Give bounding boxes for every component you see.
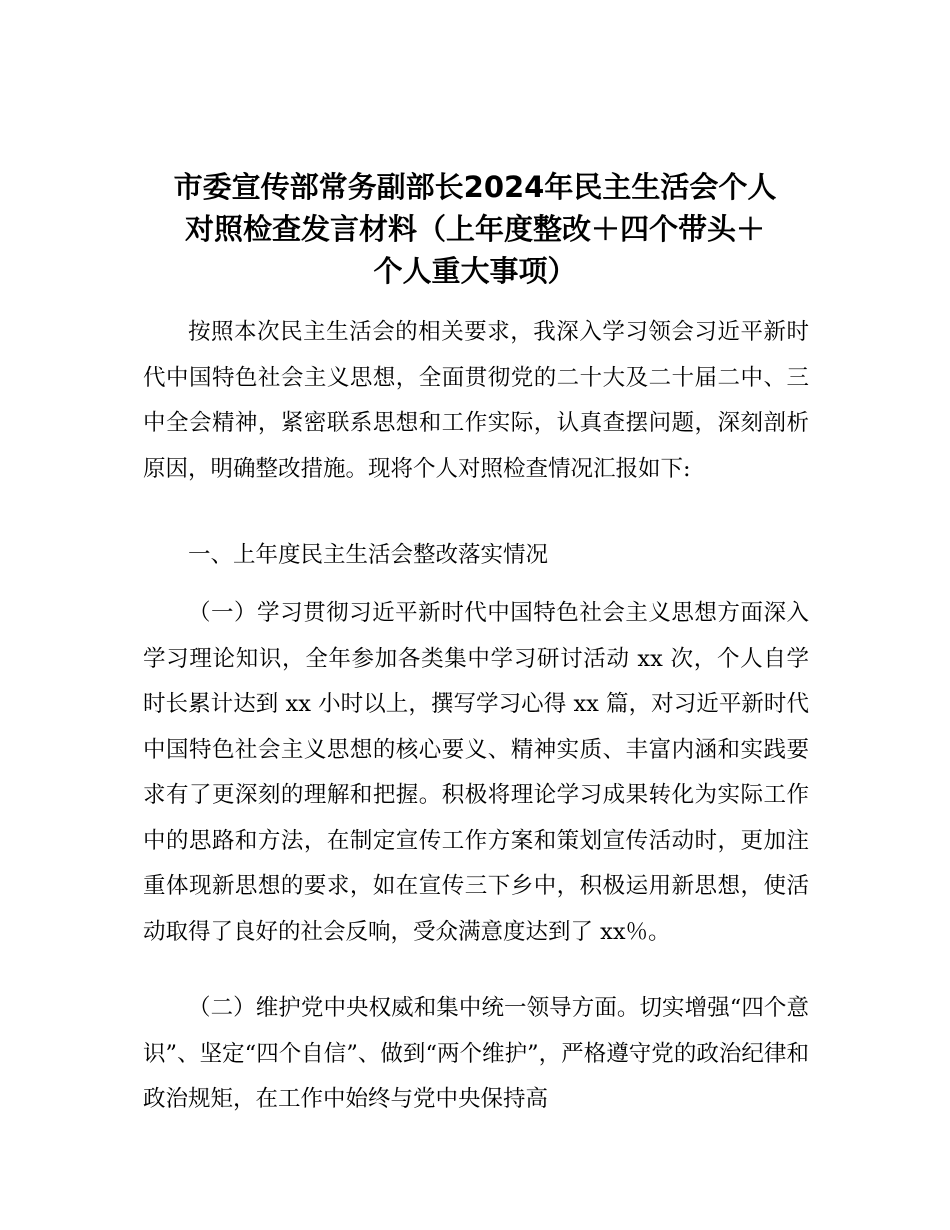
item-one-paragraph: （一）学习贯彻习近平新时代中国特色社会主义思想方面深入学习理论知识，全年参加各类集中学习研讨活动 xx 次，个人自学时长累计达到 xx 小时以上，撰写学习心得 xx 篇，对习近平新时代中国特色社会主义思想的核心要义、精神实质、丰富内涵和实践要求有了更深刻的理解和把握。积极将理论学习成果转化为实际工作中的思路和方法，在制定宣传工作方案和策划宣传活动时，更加注重体现新思想的要求，如在宣传三下乡中，积极运用新思想，使活动取得了良好的社会反响，受众满意度达到了 xx％。 [143,600,809,945]
intro-paragraph: 按照本次民主生活会的相关要求，我深入学习领会习近平新时代中国特色社会主义思想，全面贯彻党的二十大及二十届二中、三中全会精神，紧密联系思想和工作实际，认真查摆问题，深刻剖析原因，明确整改措施。现将个人对照检查情况汇报如下: [143,319,809,482]
item-two-paragraph: （二）维护党中央权威和集中统一领导方面。切实增强“四个意识”、坚定“四个自信”、做到“两个维护”，严格遵守党的政治纪律和政治规矩，在工作中始终与党中央保持高 [143,995,809,1112]
title-line-2: 对照检查发言材料（上年度整改＋四个带头＋ [184,212,765,246]
title-line-1: 市委宣传部常务副部长2024年民主生活会个人 [173,170,777,204]
section-heading: 一、上年度民主生活会整改落实情况 [188,542,549,568]
title-line-3: 个人重大事项） [373,254,577,288]
document-title [130,166,820,292]
